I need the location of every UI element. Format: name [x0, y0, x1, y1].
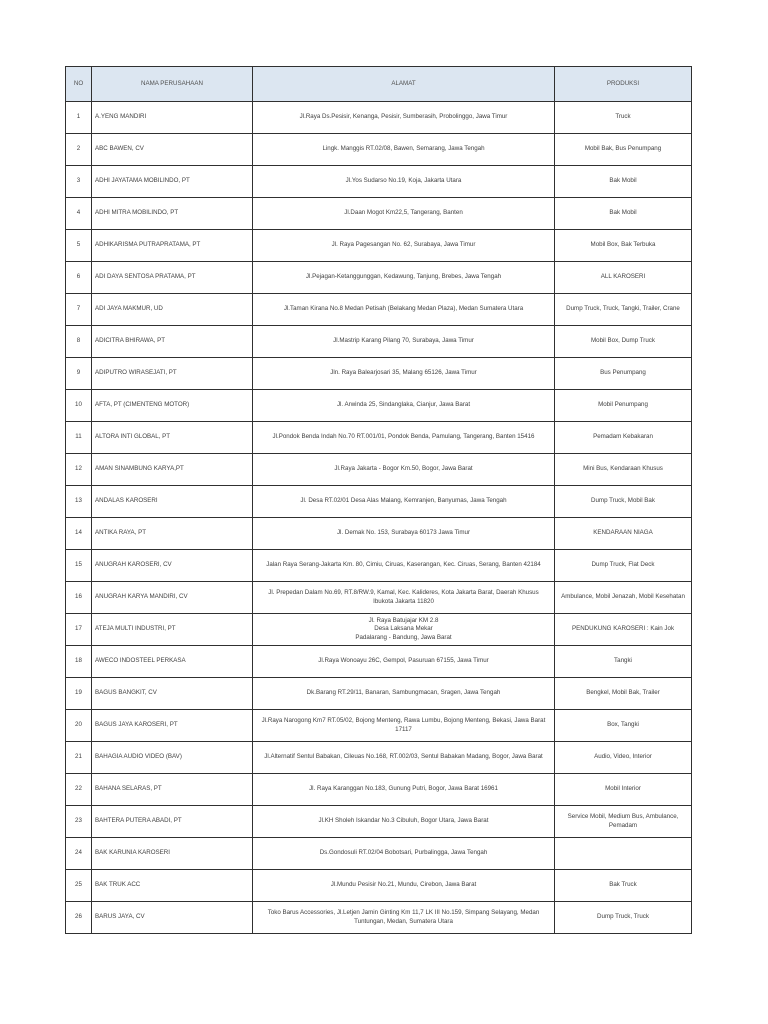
row-number-cell: 13	[66, 486, 92, 518]
table-row	[66, 390, 692, 422]
production-cell: Mobil Penumpang	[555, 390, 692, 422]
production-cell: Service Mobil, Medium Bus, Ambulance, Pemadam	[555, 806, 692, 838]
address-cell: Jl.Alternatif Sentul Babakan, Cileuas No.168, RT.002/03, Sentul Babakan Madang, Bogor, Jawa Barat	[253, 742, 555, 774]
company-name-cell: ADHI JAYATAMA MOBILINDO, PT	[92, 166, 253, 198]
table-row	[66, 582, 692, 614]
production-cell	[555, 838, 692, 870]
address-cell: Jl.Pondok Benda Indah No.70 RT.001/01, Pondok Benda, Pamulang, Tangerang, Banten 15416	[253, 422, 555, 454]
company-name-cell: ANDALAS KAROSERI	[92, 486, 253, 518]
company-name-cell: ANTIKA RAYA, PT	[92, 518, 253, 550]
production-cell: KENDARAAN NIAGA	[555, 518, 692, 550]
row-number-cell: 16	[66, 582, 92, 614]
production-cell: Mobil Bak, Bus Penumpang	[555, 134, 692, 166]
row-number-cell: 7	[66, 294, 92, 326]
company-name-cell: BAHANA SELARAS, PT	[92, 774, 253, 806]
production-cell: Audio, Video, Interior	[555, 742, 692, 774]
table-row	[66, 134, 692, 166]
company-name-cell: ADIPUTRO WIRASEJATI, PT	[92, 358, 253, 390]
address-cell: Jalan Raya Serang-Jakarta Km. 80, Cimiu, Ciruas, Kaserangan, Kec. Ciruas, Serang, Banten 42184	[253, 550, 555, 582]
production-cell: Bak Mobil	[555, 166, 692, 198]
address-cell: Jl.Raya Ds.Pesisir, Kenanga, Pesisir, Sumberasih, Probolinggo, Jawa Timur	[253, 102, 555, 134]
table-row	[66, 102, 692, 134]
company-name-cell: ANUGRAH KAROSERI, CV	[92, 550, 253, 582]
production-cell: Pemadam Kebakaran	[555, 422, 692, 454]
row-number-cell: 4	[66, 198, 92, 230]
address-cell: Jl.Yos Sudarso No.19, Koja, Jakarta Utara	[253, 166, 555, 198]
header-no: NO	[66, 67, 92, 102]
company-name-cell: BAGUS JAYA KAROSERI, PT	[92, 710, 253, 742]
company-name-cell: BARUS JAYA, CV	[92, 902, 253, 934]
production-cell: Dump Truck, Truck	[555, 902, 692, 934]
address-cell: Jl. Arwinda 25, Sindanglaka, Cianjur, Jawa Barat	[253, 390, 555, 422]
company-name-cell: ATEJA MULTI INDUSTRI, PT	[92, 614, 253, 646]
address-cell: Jl.Mundu Pesisir No.21, Mundu, Cirebon, Jawa Barat	[253, 870, 555, 902]
company-name-cell: BAGUS BANGKIT, CV	[92, 678, 253, 710]
table-row	[66, 326, 692, 358]
address-cell: Jl. Prepedan Dalam No.69, RT.8/RW.9, Kamal, Kec. Kalideres, Kota Jakarta Barat, Daerah Khusus Ibukota Jakarta 11820	[253, 582, 555, 614]
address-cell: Jl. Demak No. 153, Surabaya 60173 Jawa Timur	[253, 518, 555, 550]
address-cell: Jl. Raya Pagesangan No. 62, Surabaya, Jawa Timur	[253, 230, 555, 262]
table-row	[66, 902, 692, 934]
production-cell: Dump Truck, Mobil Bak	[555, 486, 692, 518]
address-cell: Jl.KH Sholeh Iskandar No.3 Cibuluh, Bogor Utara, Jawa Barat	[253, 806, 555, 838]
production-cell: Bak Mobil	[555, 198, 692, 230]
company-name-cell: BAK KARUNIA KAROSERI	[92, 838, 253, 870]
production-cell: Mobil Box, Dump Truck	[555, 326, 692, 358]
table-row	[66, 422, 692, 454]
row-number-cell: 2	[66, 134, 92, 166]
table-row	[66, 870, 692, 902]
address-cell: Jl.Raya Jakarta - Bogor Km.50, Bogor, Jawa Barat	[253, 454, 555, 486]
row-number-cell: 25	[66, 870, 92, 902]
table-row	[66, 294, 692, 326]
address-cell: Lingk. Manggis RT.02/08, Bawen, Semarang, Jawa Tengah	[253, 134, 555, 166]
address-cell: Jl.Raya Wonoayu 26C, Gempol, Pasuruan 67155, Jawa Timur	[253, 646, 555, 678]
production-cell: Mini Bus, Kendaraan Khusus	[555, 454, 692, 486]
row-number-cell: 24	[66, 838, 92, 870]
company-name-cell: ADI JAYA MAKMUR, UD	[92, 294, 253, 326]
address-cell: Jl.Raya Narogong Km7 RT.05/02, Bojong Menteng, Rawa Lumbu, Bojong Menteng, Bekasi, Jawa Barat 17117	[253, 710, 555, 742]
company-name-cell: AMAN SINAMBUNG KARYA,PT	[92, 454, 253, 486]
address-cell: Toko Barus Accessories, Jl.Letjen Jamin Ginting Km 11,7 LK III No.159, Simpang Selayang, Medan Tuntungan, Medan, Sumatera Utara	[253, 902, 555, 934]
address-cell: Dk.Barang RT.29/11, Banaran, Sambungmacan, Sragen, Jawa Tengah	[253, 678, 555, 710]
table-row	[66, 486, 692, 518]
company-name-cell: ANUGRAH KARYA MANDIRI, CV	[92, 582, 253, 614]
table-row	[66, 710, 692, 742]
row-number-cell: 17	[66, 614, 92, 646]
row-number-cell: 10	[66, 390, 92, 422]
table-row	[66, 198, 692, 230]
production-cell: Tangki	[555, 646, 692, 678]
row-number-cell: 14	[66, 518, 92, 550]
header-address: ALAMAT	[253, 67, 555, 102]
address-cell: Jl.Daan Mogot Km22,5, Tangerang, Banten	[253, 198, 555, 230]
company-name-cell: ADHI MITRA MOBILINDO, PT	[92, 198, 253, 230]
table-row	[66, 166, 692, 198]
production-cell: PENDUKUNG KAROSERI : Kain Jok	[555, 614, 692, 646]
company-name-cell: BAHAGIA AUDIO VIDEO (BAV)	[92, 742, 253, 774]
row-number-cell: 26	[66, 902, 92, 934]
production-cell: Dump Truck, Truck, Tangki, Trailer, Crane	[555, 294, 692, 326]
row-number-cell: 19	[66, 678, 92, 710]
company-name-cell: BAHTERA PUTERA ABADI, PT	[92, 806, 253, 838]
row-number-cell: 11	[66, 422, 92, 454]
row-number-cell: 23	[66, 806, 92, 838]
production-cell: Ambulance, Mobil Jenazah, Mobil Kesehatan	[555, 582, 692, 614]
company-name-cell: ADHIKARISMA PUTRAPRATAMA, PT	[92, 230, 253, 262]
table-row	[66, 646, 692, 678]
production-cell: Bus Penumpang	[555, 358, 692, 390]
address-cell: Jl.Pejagan-Ketanggunggan, Kedawung, Tanjung, Brebes, Jawa Tengah	[253, 262, 555, 294]
production-cell: Dump Truck, Flat Deck	[555, 550, 692, 582]
table-body	[66, 102, 692, 934]
production-cell: ALL KAROSERI	[555, 262, 692, 294]
row-number-cell: 6	[66, 262, 92, 294]
production-cell: Bengkel, Mobil Bak, Trailer	[555, 678, 692, 710]
company-name-cell: A.YENG MANDIRI	[92, 102, 253, 134]
row-number-cell: 8	[66, 326, 92, 358]
table-row	[66, 806, 692, 838]
table-row	[66, 774, 692, 806]
address-cell: Jl. Desa RT.02/01 Desa Alas Malang, Kemranjen, Banyumas, Jawa Tengah	[253, 486, 555, 518]
table-row	[66, 518, 692, 550]
row-number-cell: 12	[66, 454, 92, 486]
table-header-row	[66, 67, 692, 102]
production-cell: Mobil Box, Bak Terbuka	[555, 230, 692, 262]
company-table	[65, 66, 692, 934]
company-name-cell: ABC BAWEN, CV	[92, 134, 253, 166]
table-row	[66, 838, 692, 870]
header-production: PRODUKSI	[555, 67, 692, 102]
address-cell: Jln. Raya Balearjosari 35, Malang 65126, Jawa Timur	[253, 358, 555, 390]
table-row	[66, 742, 692, 774]
header-company-name: NAMA PERUSAHAAN	[92, 67, 253, 102]
table-row	[66, 262, 692, 294]
table-row	[66, 454, 692, 486]
production-cell: Mobil Interior	[555, 774, 692, 806]
address-cell: Jl. Raya Batujajar KM 2.8 Desa Laksana Mekar Padalarang - Bandung, Jawa Barat	[253, 614, 555, 646]
table-row	[66, 358, 692, 390]
production-cell: Box, Tangki	[555, 710, 692, 742]
company-name-cell: ADI DAYA SENTOSA PRATAMA, PT	[92, 262, 253, 294]
company-name-cell: ALTORA INTI GLOBAL, PT	[92, 422, 253, 454]
table-row	[66, 550, 692, 582]
address-cell: Jl. Raya Karanggan No.183, Gunung Putri, Bogor, Jawa Barat 16961	[253, 774, 555, 806]
company-table-sheet	[65, 66, 691, 934]
row-number-cell: 22	[66, 774, 92, 806]
company-name-cell: ADICITRA BHIRAWA, PT	[92, 326, 253, 358]
row-number-cell: 20	[66, 710, 92, 742]
table-row	[66, 614, 692, 646]
row-number-cell: 15	[66, 550, 92, 582]
table-row	[66, 230, 692, 262]
production-cell: Truck	[555, 102, 692, 134]
company-name-cell: AWECO INDOSTEEL PERKASA	[92, 646, 253, 678]
row-number-cell: 21	[66, 742, 92, 774]
row-number-cell: 1	[66, 102, 92, 134]
address-cell: Jl.Mastrip Karang Pilang 70, Surabaya, Jawa Timur	[253, 326, 555, 358]
table-row	[66, 678, 692, 710]
row-number-cell: 9	[66, 358, 92, 390]
row-number-cell: 18	[66, 646, 92, 678]
company-name-cell: AFTA, PT (CIMENTENG MOTOR)	[92, 390, 253, 422]
row-number-cell: 5	[66, 230, 92, 262]
address-cell: Jl.Taman Kirana No.8 Medan Petisah (Belakang Medan Plaza), Medan Sumatera Utara	[253, 294, 555, 326]
address-cell: Ds.Gondosuli RT.02/04 Bobotsari, Purbalingga, Jawa Tengah	[253, 838, 555, 870]
company-name-cell: BAK TRUK ACC	[92, 870, 253, 902]
production-cell: Bak Truck	[555, 870, 692, 902]
row-number-cell: 3	[66, 166, 92, 198]
